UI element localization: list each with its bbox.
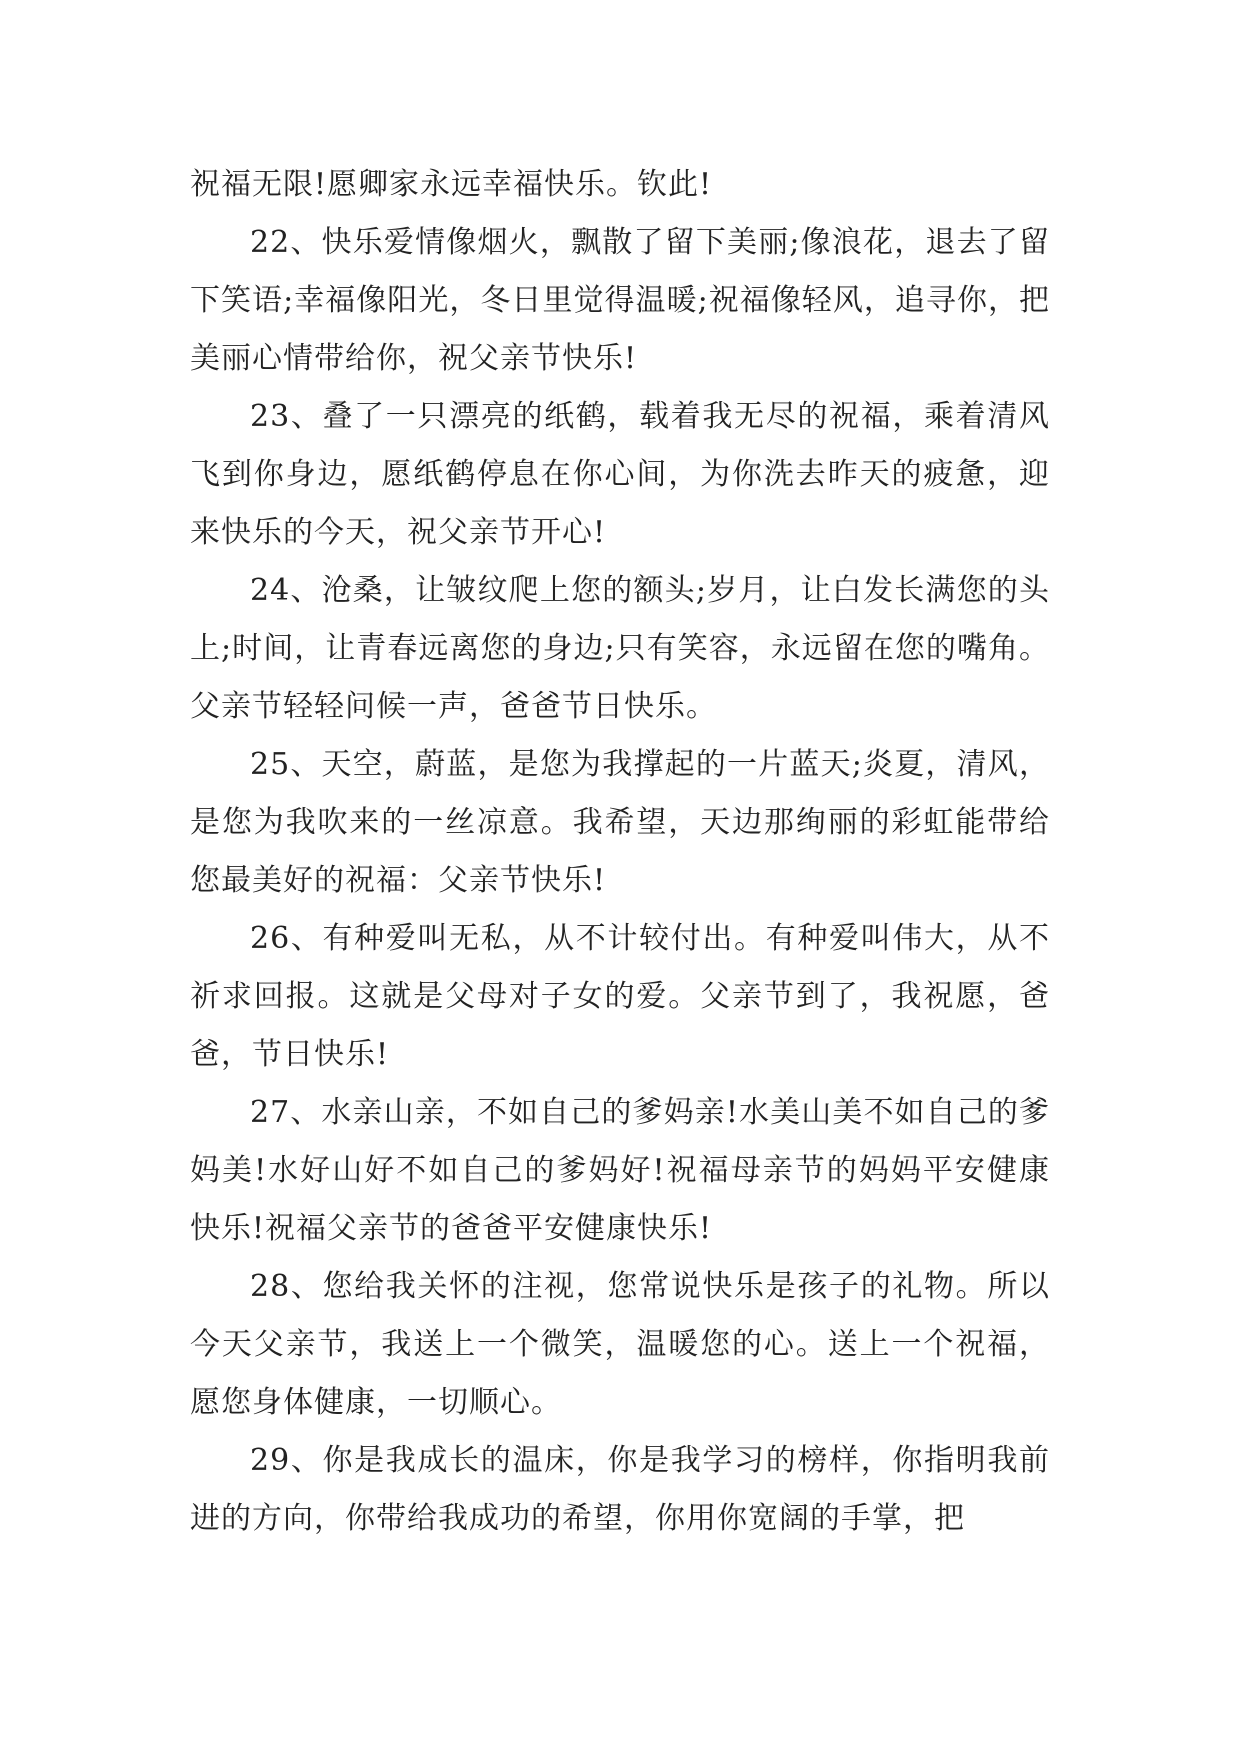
paragraph-28: 28、您给我关怀的注视，您常说快乐是孩子的礼物。所以今天父亲节，我送上一个微笑，温暖您的心。送上一个祝福，愿您身体健康，一切顺心。 xyxy=(190,1269,1050,1420)
document-body xyxy=(190,156,1050,1548)
paragraph-continued: 祝福无限!愿卿家永远幸福快乐。钦此! xyxy=(190,167,713,202)
paragraph-22: 22、快乐爱情像烟火，飘散了留下美丽;像浪花，退去了留下笑语;幸福像阳光，冬日里觉得温暖;祝福像轻风，追寻你，把美丽心情带给你，祝父亲节快乐! xyxy=(190,225,1050,376)
paragraph-23: 23、叠了一只漂亮的纸鹤，载着我无尽的祝福，乘着清风飞到你身边，愿纸鹤停息在你心间，为你洗去昨天的疲惫，迎来快乐的今天，祝父亲节开心! xyxy=(190,399,1050,550)
paragraph-24: 24、沧桑，让皱纹爬上您的额头;岁月，让白发长满您的头上;时间，让青春远离您的身边;只有笑容，永远留在您的嘴角。父亲节轻轻问候一声，爸爸节日快乐。 xyxy=(190,573,1050,724)
paragraph-27: 27、水亲山亲，不如自己的爹妈亲!水美山美不如自己的爹妈美!水好山好不如自己的爹妈好!祝福母亲节的妈妈平安健康快乐!祝福父亲节的爸爸平安健康快乐! xyxy=(190,1095,1050,1246)
paragraph-25: 25、天空，蔚蓝，是您为我撑起的一片蓝天;炎夏，清风，是您为我吹来的一丝凉意。我希望，天边那绚丽的彩虹能带给您最美好的祝福：父亲节快乐! xyxy=(190,747,1050,898)
paragraph-26: 26、有种爱叫无私，从不计较付出。有种爱叫伟大，从不祈求回报。这就是父母对子女的爱。父亲节到了，我祝愿，爸爸，节日快乐! xyxy=(190,921,1050,1072)
paragraph-29: 29、你是我成长的温床，你是我学习的榜样，你指明我前进的方向，你带给我成功的希望，你用你宽阔的手掌，把 xyxy=(190,1443,1050,1536)
